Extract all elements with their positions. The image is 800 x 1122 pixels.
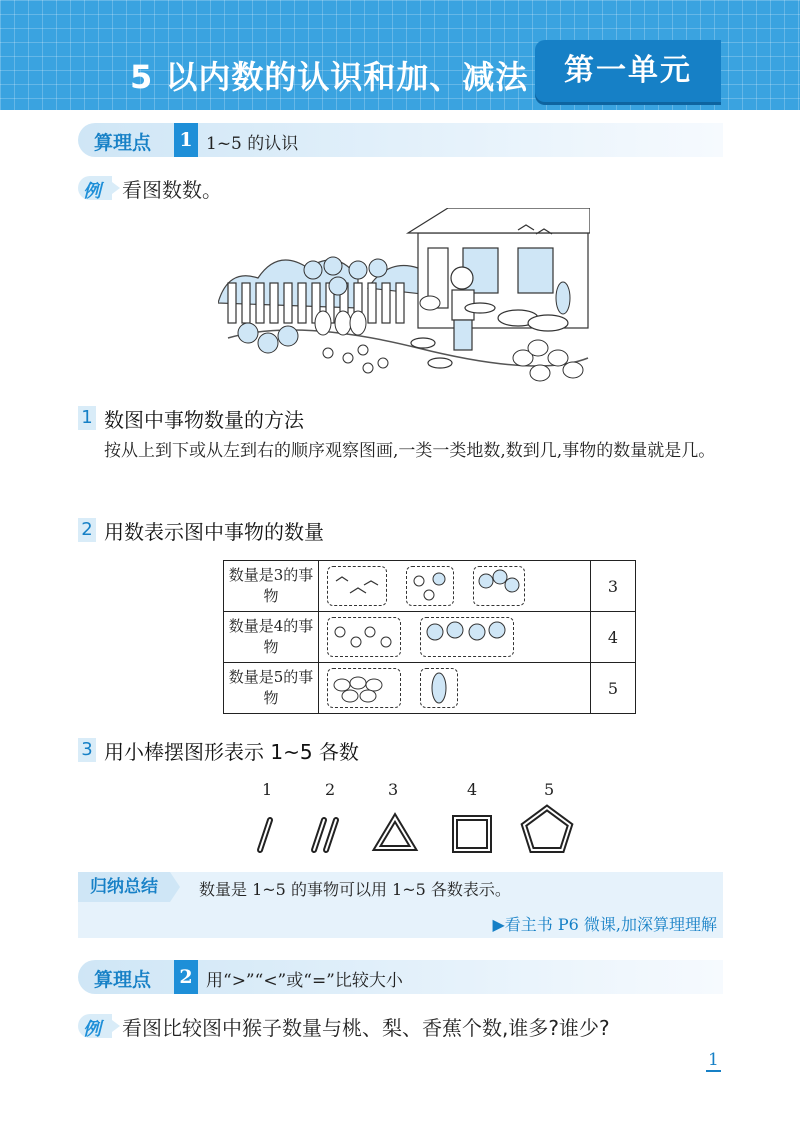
point-title: 1~5 的认识 — [206, 134, 299, 154]
unit-tab-label: 第一单元 — [564, 53, 692, 88]
section-2-number: 2 — [78, 518, 96, 542]
section-2-title: 用数表示图中事物的数量 — [104, 520, 324, 544]
table-row — [224, 612, 636, 663]
summary-text: 数量是 1~5 的事物可以用 1~5 各数表示。 — [199, 880, 511, 899]
stick-number: 4 — [467, 780, 478, 799]
stick-shapes — [240, 800, 600, 860]
row-label: 数量是5的事物 — [224, 663, 319, 714]
flowers-picture — [473, 566, 525, 606]
point-number: 1 — [174, 123, 198, 157]
row-label: 数量是4的事物 — [224, 612, 319, 663]
row-value: 4 — [591, 612, 636, 663]
chicks-picture — [327, 617, 401, 657]
point-label: 算理点 — [94, 132, 152, 154]
section-1-number: 1 — [78, 406, 96, 430]
stick-number: 3 — [388, 780, 399, 799]
section-1-paragraph: 按从上到下或从左到右的顺序观察图画,一类一类地数,数到几,事物的数量就是几。 — [104, 441, 716, 461]
point-title: 用“>”“<”或“=”比较大小 — [206, 971, 403, 991]
point-bar-1 — [78, 123, 723, 157]
row-value: 5 — [591, 663, 636, 714]
row-pictures — [319, 663, 591, 714]
stick-number: 1 — [262, 780, 273, 799]
corn-picture — [420, 668, 458, 708]
example-text: 看图比较图中猴子数量与桃、梨、香蕉个数,谁多?谁少? — [122, 1016, 610, 1040]
row-pictures — [319, 612, 591, 663]
page-number: 1 — [708, 1050, 719, 1070]
video-lesson-link[interactable]: ▶看主书 P6 微课,加深算理理解 — [492, 915, 717, 934]
section-3-number: 3 — [78, 738, 96, 762]
example-badge — [78, 1014, 112, 1038]
example-badge — [78, 176, 112, 200]
table-row — [224, 561, 636, 612]
butterflies-picture — [406, 566, 454, 606]
example-badge-label: 例 — [83, 1019, 101, 1040]
summary-box — [78, 872, 723, 938]
example-badge-label: 例 — [83, 181, 101, 202]
table-row — [224, 663, 636, 714]
row-pictures — [319, 561, 591, 612]
summary-tag: 归纳总结 — [78, 872, 170, 902]
farm-scene-illustration — [218, 208, 590, 388]
pumpkins-picture — [327, 668, 401, 708]
page-header — [0, 0, 800, 110]
stick-number: 5 — [544, 780, 555, 799]
stick-number: 2 — [325, 780, 336, 799]
row-label: 数量是3的事物 — [224, 561, 319, 612]
row-value: 3 — [591, 561, 636, 612]
section-1-title: 数图中事物数量的方法 — [104, 408, 304, 432]
chapter-title: 5 以内数的认识和加、减法 — [130, 58, 529, 96]
birds-picture — [327, 566, 387, 606]
point-number: 2 — [174, 960, 198, 994]
sunflowers-picture — [420, 617, 514, 657]
point-bar-2 — [78, 960, 723, 994]
point-label: 算理点 — [94, 969, 152, 991]
section-3-title: 用小棒摆图形表示 1~5 各数 — [104, 740, 359, 764]
count-table — [223, 560, 636, 714]
example-text: 看图数数。 — [122, 178, 222, 202]
unit-tab — [535, 40, 721, 102]
